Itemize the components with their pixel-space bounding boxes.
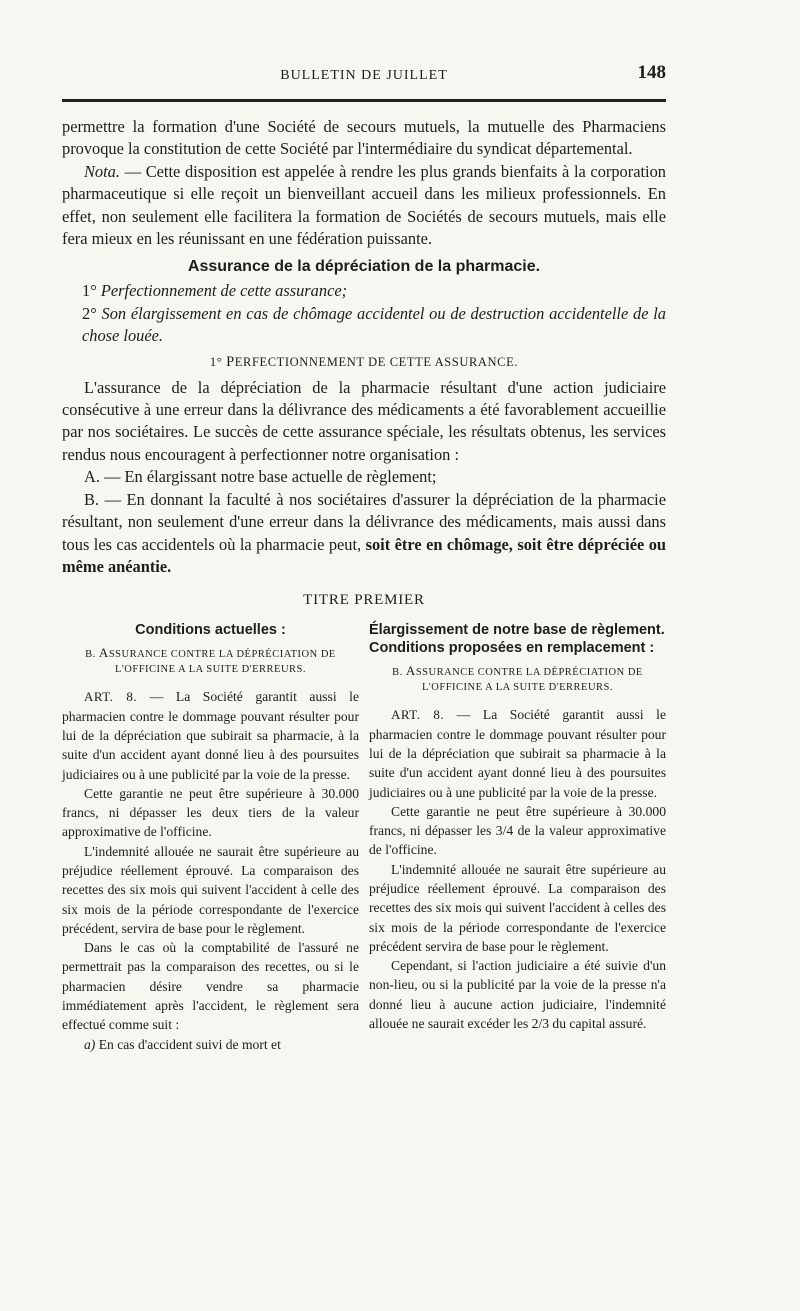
right-column-subheading: B. ASSURANCE CONTRE LA DÉPRÉCIATION DE L'OFFICINE A LA SUITE D'ERREURS. (392, 663, 643, 694)
page-body (62, 116, 666, 1054)
running-head: BULLETIN DE JUILLET (280, 68, 448, 83)
left-paragraph-2: Cette garantie ne peut être supérieure à 30.000 francs, ni dépasser les deux tiers de la valeur approximative de l'officine. (62, 785, 359, 840)
left-column-subheading: B. ASSURANCE CONTRE LA DÉPRÉCIATION DE L'OFFICINE A LA SUITE D'ERREURS. (85, 645, 336, 676)
page-number: 148 (637, 62, 666, 83)
list-item-2: 2° Son élargissement en cas de chômage accidentel ou de destruction accidentelle de la chose louée. (82, 303, 666, 346)
right-column-heading: Élargissement de notre base de règlement. Conditions proposées en remplacement : (369, 622, 665, 657)
left-article-8: ART. 8. — La Société garantit aussi le pharmacien contre le dommage pouvant résulter pour lui de la dépréciation que subirait sa pharmacie, à la suite d'un accident ayant donné lieu à des poursuites judiciaires ou à une publicité par la voie de la presse. (62, 689, 359, 782)
left-paragraph-4: Dans le cas où la comptabilité de l'assuré ne permettrait pas la comparaison des recettes, ou si le pharmacien désire vendre sa pharmacie immédiatement après l'accident, le règlement sera effectué comme suit : (62, 940, 359, 1033)
right-article-8: ART. 8. — La Société garantit aussi le pharmacien contre le dommage pouvant résulter pour lui de la dépréciation que subirait sa pharmacie à la suite d'un accident ayant donné lieu à des poursuites judiciaires ou à une publicité par la voie de la presse. (369, 707, 666, 800)
main-paragraph: L'assurance de la dépréciation de la pharmacie résultant d'une action judiciaire consécutive à une erreur dans la délivrance des médicaments a été favorablement accueillie par nos sociétaires. Le succès de cette assurance spéciale, les résultats obtenus, les services rendus nous encouragent à perfectionner notre organisation : (62, 377, 666, 464)
left-paragraph-5: a) En cas d'accident suivi de mort et (84, 1036, 281, 1052)
title-premier: TITRE PREMIER (303, 592, 425, 609)
left-column-heading: Conditions actuelles : (135, 622, 286, 639)
nota-paragraph (62, 161, 666, 251)
section-title: Assurance de la dépréciation de la pharmacie. (187, 258, 541, 276)
right-column (369, 621, 666, 1054)
list-item-1: 1° Perfectionnement de cette assurance; (82, 281, 348, 301)
two-column-comparison (62, 621, 666, 1054)
page-header (62, 62, 666, 92)
subsection-heading: 1° PERFECTIONNEMENT DE CETTE ASSURANCE. (209, 353, 519, 370)
intro-paragraph: permettre la formation d'une Société de secours mutuels, la mutuelle des Pharmaciens provoque la constitution de cette Société par l'intermédiaire du syndicat départemental. (62, 117, 666, 159)
nota-text: — Cette disposition est appelée à rendre les plus grands bienfaits à la corporation pharmaceutique si elle reçoit un bienveillant accueil dans les milieux professionnels. En effet, non seulement elle facilitera la formation de Sociétés de secours mutuels, mais elle fera mieux en les réunissant en une fédération puissante. (62, 161, 666, 249)
right-paragraph-4: Cependant, si l'action judiciaire a été suivie d'un non-lieu, ou si la publicité par la voie de la presse n'a donné lieu à aucune action judiciaire, l'indemnité allouée ne saurait excéder les 2/3 du capital assuré. (369, 958, 666, 1032)
paragraph-a: A. — En élargissant notre base actuelle de règlement; (84, 467, 437, 487)
header-rule (62, 99, 666, 102)
left-paragraph-3: L'indemnité allouée ne saurait être supérieure au préjudice réellement éprouvé. La comparaison des recettes des six mois qui suivent l'accident à celle des six mois de la période correspondante de l'exercice précédent, servira de base pour le règlement. (62, 843, 359, 936)
right-paragraph-2: Cette garantie ne peut être supérieure à 30.000 francs, ni dépasser les 3/4 de la valeur approximative de l'officine. (369, 803, 666, 858)
left-column (62, 621, 359, 1054)
right-paragraph-3: L'indemnité allouée ne saurait être supérieure au préjudice réellement éprouvé. La comparaison des recettes des six mois qui suivent l'accident à celles des six mois de la période correspondante de l'exercice précédent servira de base pour le règlement. (369, 861, 666, 954)
nota-label: Nota. (84, 161, 120, 181)
paragraph-b: B. — En donnant la faculté à nos sociétaires d'assurer la dépréciation de la pharmacie résultant, non seulement d'une erreur dans la délivrance des médicaments, mais aussi dans tous les cas accidentels où la pharmacie peut, soit être en chômage, soit être dépréciée ou même anéantie. (62, 489, 666, 576)
